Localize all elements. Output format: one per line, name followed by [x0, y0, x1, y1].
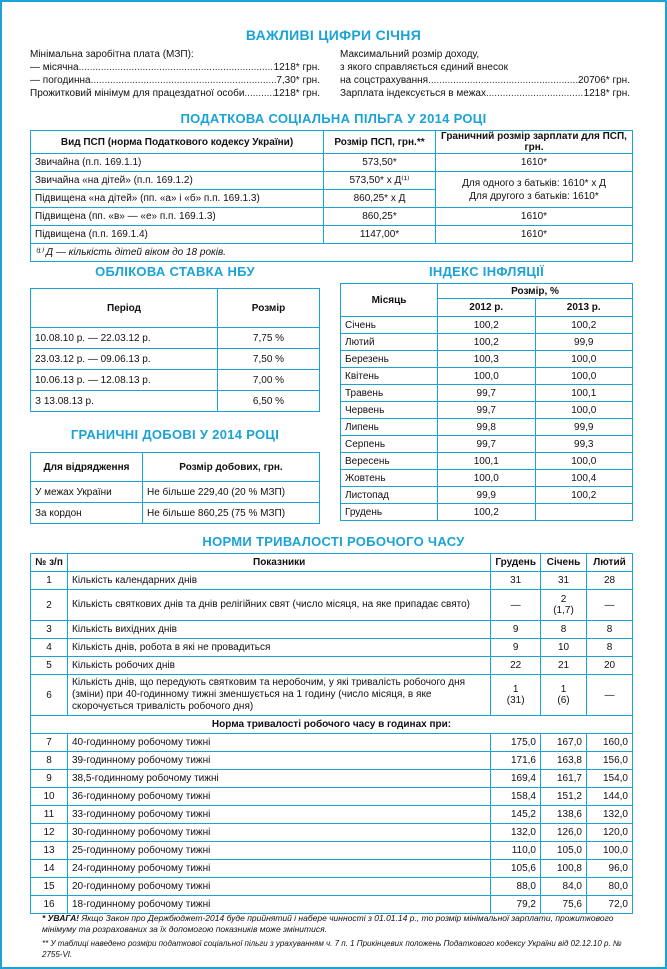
- dec-value: 79,2: [491, 896, 541, 914]
- value: 1218* грн.: [273, 88, 320, 99]
- feb-value: 120,0: [587, 824, 633, 842]
- value-2013: 100,2: [535, 487, 633, 504]
- per-diem-title: ГРАНИЧНІ ДОБОВІ У 2014 РОЦІ: [70, 427, 280, 442]
- feb-value-main: 8: [606, 624, 613, 635]
- value: 1218* грн.: [273, 62, 320, 73]
- limit-line2: Для другого з батьків: 1610*: [469, 190, 599, 202]
- indicator-label: Кількість днів, що передують святковим та неробочим, у які тривалість робочого дня (зміни) при 40-годинному тижні зменшується на 1 годину (число місяця, в яке скорочується тривалість робочого дня): [68, 675, 491, 716]
- jan-value-sub: (6): [557, 695, 570, 706]
- indicator-label: 20-годинному робочому тижні: [68, 878, 491, 896]
- relief-type: Підвищена (пп. «в» — «е» п.п. 169.1.3): [31, 208, 324, 226]
- table-row: [341, 317, 633, 334]
- dec-value: 171,6: [491, 752, 541, 770]
- row-number: 8: [31, 752, 68, 770]
- dec-value: [491, 572, 541, 590]
- work-hours-table: [30, 553, 633, 914]
- jan-value: [541, 590, 587, 621]
- jan-value: [541, 572, 587, 590]
- dec-value-main: 22: [510, 660, 522, 671]
- row-number: 10: [31, 788, 68, 806]
- indicator-label: 40-годинному робочому тижні: [68, 734, 491, 752]
- indicator-label: 39-годинному робочому тижні: [68, 752, 491, 770]
- dec-value-main: 9: [512, 642, 519, 653]
- indicator-label: Кількість святкових днів та днів релігійних свят (число місяця, на яке припадає свято): [68, 590, 491, 621]
- jan-value-main: 2: [560, 594, 567, 605]
- key-figures-right: [340, 48, 630, 100]
- feb-value: [587, 590, 633, 621]
- dec-value: 175,0: [491, 734, 541, 752]
- where: У межах України: [31, 482, 143, 503]
- label: — погодинна: [30, 75, 91, 86]
- table-row: [341, 436, 633, 453]
- value-2012: 99,8: [438, 419, 536, 436]
- relief-limit-merged: [436, 172, 633, 208]
- jan-value: 151,2: [541, 788, 587, 806]
- value: 7,30* грн.: [276, 75, 320, 86]
- dec-value: 132,0: [491, 824, 541, 842]
- row-number: 15: [31, 878, 68, 896]
- dec-value-sub: (31): [506, 695, 525, 706]
- table-row: [31, 244, 633, 262]
- value-2012: 99,7: [438, 385, 536, 402]
- feb-value: 156,0: [587, 752, 633, 770]
- dec-value: 158,4: [491, 788, 541, 806]
- jan-value: [541, 621, 587, 639]
- row-number: 9: [31, 770, 68, 788]
- label: Зарплата індексується в межах: [340, 88, 486, 99]
- relief-amount: 573,50* х Д⁽¹⁾: [324, 172, 436, 190]
- rate: 7,75 %: [218, 328, 320, 349]
- value-2012: 99,7: [438, 436, 536, 453]
- value-2012: 100,2: [438, 317, 536, 334]
- footnote-2: [42, 938, 642, 960]
- feb-value-main: —: [604, 599, 615, 611]
- feb-value: 72,0: [587, 896, 633, 914]
- table-row: [31, 391, 320, 412]
- period: 10.06.13 р. — 12.08.13 р.: [31, 370, 218, 391]
- indicator-label: 18-годинному робочому тижні: [68, 896, 491, 914]
- row-number: 11: [31, 806, 68, 824]
- table-row: [341, 470, 633, 487]
- indicator-label: Кількість вихідних днів: [68, 621, 491, 639]
- table-row: [31, 734, 633, 752]
- header-limit: Граничний розмір зарплати для ПСП, грн.: [436, 131, 633, 154]
- max-income-line1: Максимальний розмір доходу,: [340, 49, 480, 60]
- feb-value: 132,0: [587, 806, 633, 824]
- row-number: 12: [31, 824, 68, 842]
- table-row: [31, 896, 633, 914]
- table-row: [31, 842, 633, 860]
- value-2012: 100,1: [438, 453, 536, 470]
- indicator-label: 30-годинному робочому тижні: [68, 824, 491, 842]
- jan-value-sub: (1,7): [553, 605, 574, 616]
- dec-value: [491, 590, 541, 621]
- value-2013: 99,9: [535, 419, 633, 436]
- relief-type: Підвищена (п.п. 169.1.4): [31, 226, 324, 244]
- header-amount: Розмір ПСП, грн.**: [324, 131, 436, 154]
- table-row: [31, 752, 633, 770]
- tax-relief-title: ПОДАТКОВА СОЦІАЛЬНА ПІЛЬГА У 2014 РОЦІ: [180, 111, 487, 126]
- value-2012: 99,7: [438, 402, 536, 419]
- max-income-line2: з якого справляється єдиний внесок: [340, 62, 508, 73]
- tax-relief-table: [30, 130, 633, 262]
- salary-indexation: [340, 87, 630, 100]
- header-month: Місяць: [341, 284, 438, 317]
- table-row: [31, 639, 633, 657]
- table-row: [31, 657, 633, 675]
- header-num: № з/п: [31, 554, 68, 572]
- table-row: [31, 226, 633, 244]
- jan-value: [541, 675, 587, 716]
- indicator-label: Кількість днів, робота в які не провадиться: [68, 639, 491, 657]
- indicator-label: 36-годинному робочому тижні: [68, 788, 491, 806]
- min-wage-hourly: [30, 74, 320, 87]
- relief-amount: 1147,00*: [324, 226, 436, 244]
- label: — місячна: [30, 62, 79, 73]
- month: Березень: [341, 351, 438, 368]
- table-header: [31, 554, 633, 572]
- month: Грудень: [341, 504, 438, 521]
- table-row: [341, 402, 633, 419]
- dec-value-main: 1: [512, 684, 519, 695]
- table-row: [31, 824, 633, 842]
- jan-value: 105,0: [541, 842, 587, 860]
- subheader-label: Норма тривалості робочого часу в годинах при:: [31, 716, 633, 734]
- per-diem-table: [30, 452, 320, 524]
- feb-value: 154,0: [587, 770, 633, 788]
- row-number: 6: [31, 675, 68, 716]
- where: За кордон: [31, 503, 143, 524]
- dec-value: [491, 657, 541, 675]
- table-row: [31, 349, 320, 370]
- table-row: [341, 351, 633, 368]
- header-feb: Лютий: [587, 554, 633, 572]
- period: З 13.08.13 р.: [31, 391, 218, 412]
- amount: Не більше 860,25 (75 % МЗП): [143, 503, 320, 524]
- month: Лютий: [341, 334, 438, 351]
- max-income-value: [340, 74, 630, 87]
- table-row: [341, 368, 633, 385]
- table-row: [31, 482, 320, 503]
- jan-value: 75,6: [541, 896, 587, 914]
- dec-value-main: 31: [510, 575, 522, 586]
- table-header: [31, 289, 320, 328]
- header-year-2012: 2012 р.: [438, 299, 536, 317]
- feb-value: 100,0: [587, 842, 633, 860]
- table-row: [341, 385, 633, 402]
- value-2013: 99,3: [535, 436, 633, 453]
- value-2013: 99,9: [535, 334, 633, 351]
- jan-value: [541, 639, 587, 657]
- feb-value: 160,0: [587, 734, 633, 752]
- jan-value: 167,0: [541, 734, 587, 752]
- min-wage-monthly: [30, 61, 320, 74]
- table-row: [31, 788, 633, 806]
- amount: Не більше 229,40 (20 % МЗП): [143, 482, 320, 503]
- jan-value-main: 1: [560, 684, 567, 695]
- dec-value-main: 9: [512, 624, 519, 635]
- row-number: 14: [31, 860, 68, 878]
- feb-value: 80,0: [587, 878, 633, 896]
- value-2013: 100,2: [535, 317, 633, 334]
- rate: 7,00 %: [218, 370, 320, 391]
- value-2012: 100,2: [438, 334, 536, 351]
- value-2013: 100,0: [535, 351, 633, 368]
- table-row: [31, 328, 320, 349]
- table-row: [31, 621, 633, 639]
- value-2013: [535, 504, 633, 521]
- feb-value: 96,0: [587, 860, 633, 878]
- relief-limit: 1610*: [436, 226, 633, 244]
- table-row: [31, 503, 320, 524]
- jan-value: 100,8: [541, 860, 587, 878]
- table-row: [31, 172, 633, 190]
- table-row: [341, 504, 633, 521]
- dec-value: [491, 639, 541, 657]
- header-dec: Грудень: [491, 554, 541, 572]
- feb-value-main: 20: [603, 660, 616, 671]
- row-number: 7: [31, 734, 68, 752]
- table-row: [31, 370, 320, 391]
- header-indicator: Показники: [68, 554, 491, 572]
- work-hours-title: НОРМИ ТРИВАЛОСТІ РОБОЧОГО ЧАСУ: [202, 534, 465, 549]
- header-year-2013: 2013 р.: [535, 299, 633, 317]
- value-2013: 100,4: [535, 470, 633, 487]
- value-2012: 100,0: [438, 470, 536, 487]
- value-2012: 100,0: [438, 368, 536, 385]
- jan-value: 126,0: [541, 824, 587, 842]
- table-header: [341, 284, 633, 299]
- feb-value: 144,0: [587, 788, 633, 806]
- value: 1218* грн.: [583, 88, 630, 99]
- table-row: [341, 487, 633, 504]
- subsistence-minimum: [30, 87, 320, 100]
- dec-value: 145,2: [491, 806, 541, 824]
- dec-value: 169,4: [491, 770, 541, 788]
- table-row: [31, 154, 633, 172]
- header-type: Вид ПСП (норма Податкового кодексу України): [31, 131, 324, 154]
- relief-limit: 1610*: [436, 154, 633, 172]
- jan-value: 138,6: [541, 806, 587, 824]
- footnote-1-bold: * УВАГА!: [42, 913, 80, 923]
- period: 10.08.10 р. — 22.03.12 р.: [31, 328, 218, 349]
- jan-value: [541, 657, 587, 675]
- table-row: [341, 419, 633, 436]
- feb-value-main: 8: [606, 642, 613, 653]
- feb-value: [587, 639, 633, 657]
- indicator-label: Кількість робочих днів: [68, 657, 491, 675]
- footnote-1-text: Якщо Закон про Держбюджет-2014 буде прийнятий і набере чинності з 01.01.14 р., то розмір мінімальної зарплати, прожиткового мінімуму та розрахованих за їх допомогою показників може змінитися.: [42, 913, 614, 934]
- inflation-title: ІНДЕКС ІНФЛЯЦІЇ: [429, 264, 544, 279]
- value-2012: 100,3: [438, 351, 536, 368]
- table-row: [341, 453, 633, 470]
- key-figures-title: ВАЖЛИВІ ЦИФРИ СІЧНЯ: [245, 27, 422, 43]
- table-row: [341, 334, 633, 351]
- jan-value-main: 10: [557, 642, 570, 653]
- rate: 6,50 %: [218, 391, 320, 412]
- row-number: 13: [31, 842, 68, 860]
- indicator-label: 25-годинному робочому тижні: [68, 842, 491, 860]
- jan-value: 161,7: [541, 770, 587, 788]
- table-row: [31, 572, 633, 590]
- month: Липень: [341, 419, 438, 436]
- limit-line1: Для одного з батьків: 1610* х Д: [462, 177, 606, 189]
- jan-value-main: 31: [557, 575, 570, 586]
- min-wage-heading: Мінімальна заробітна плата (МЗП):: [30, 49, 194, 60]
- jan-value-main: 8: [560, 624, 567, 635]
- dec-value: 88,0: [491, 878, 541, 896]
- row-number: 4: [31, 639, 68, 657]
- table-row: [31, 675, 633, 716]
- month: Квітень: [341, 368, 438, 385]
- relief-type: Звичайна «на дітей» (п.п. 169.1.2): [31, 172, 324, 190]
- feb-value: [587, 621, 633, 639]
- relief-amount: 860,25* х Д: [324, 190, 436, 208]
- feb-value: [587, 657, 633, 675]
- header-jan: Січень: [541, 554, 587, 572]
- dec-value: [491, 675, 541, 716]
- header-rate: Розмір: [218, 289, 320, 328]
- month: Травень: [341, 385, 438, 402]
- value-2013: 100,0: [535, 453, 633, 470]
- indicator-label: 24-годинному робочому тижні: [68, 860, 491, 878]
- nbu-rate-table: [30, 288, 320, 412]
- feb-value: [587, 572, 633, 590]
- feb-value-main: —: [604, 689, 615, 701]
- footnote-1: [42, 913, 632, 935]
- relief-amount: 860,25*: [324, 208, 436, 226]
- month: Червень: [341, 402, 438, 419]
- value-2013: 100,0: [535, 402, 633, 419]
- dec-value-main: —: [510, 599, 521, 611]
- footnote-2-text: ** У таблиці наведено розміри податкової соціальної пільги з урахуванням ч. 7 п. 1 Прикінцевих положень Податкового кодексу України від 02.12.10 р. № 2755-VI.: [42, 939, 622, 959]
- dec-value: [491, 621, 541, 639]
- dec-value: 105,6: [491, 860, 541, 878]
- table-row: [31, 590, 633, 621]
- value-2013: 100,1: [535, 385, 633, 402]
- header-period: Період: [31, 289, 218, 328]
- value-2012: 99,9: [438, 487, 536, 504]
- value-2012: 100,2: [438, 504, 536, 521]
- label: на соцстрахування: [340, 75, 429, 86]
- row-number: 2: [31, 590, 68, 621]
- label: Прожитковий мінімум для працездатної особи: [30, 88, 245, 99]
- relief-footnote: ⁽¹⁾ Д — кількість дітей віком до 18 років.: [31, 244, 633, 262]
- header-size: Розмір, %: [438, 284, 633, 299]
- month: Жовтень: [341, 470, 438, 487]
- table-row: [31, 860, 633, 878]
- relief-limit: 1610*: [436, 208, 633, 226]
- feb-value: [587, 675, 633, 716]
- month: Вересень: [341, 453, 438, 470]
- month: Січень: [341, 317, 438, 334]
- period: 23.03.12 р. — 09.06.13 р.: [31, 349, 218, 370]
- table-header: [31, 453, 320, 482]
- relief-amount: 573,50*: [324, 154, 436, 172]
- nbu-rate-title: ОБЛІКОВА СТАВКА НБУ: [95, 264, 255, 279]
- jan-value-main: 21: [557, 660, 570, 671]
- month: Серпень: [341, 436, 438, 453]
- feb-value-main: 28: [603, 575, 616, 586]
- header-where: Для відрядження: [31, 453, 143, 482]
- jan-value: 163,8: [541, 752, 587, 770]
- table-header: [31, 131, 633, 154]
- row-number: 1: [31, 572, 68, 590]
- table-row: [31, 806, 633, 824]
- indicator-label: 38,5-годинному робочому тижні: [68, 770, 491, 788]
- table-subheader: [31, 716, 633, 734]
- indicator-label: Кількість календарних днів: [68, 572, 491, 590]
- row-number: 5: [31, 657, 68, 675]
- table-row: [31, 770, 633, 788]
- value-2013: 100,0: [535, 368, 633, 385]
- month: Листопад: [341, 487, 438, 504]
- relief-type: Підвищена «на дітей» (пп. «а» і «б» п.п. 169.1.3): [31, 190, 324, 208]
- table-row: [31, 878, 633, 896]
- dec-value: 110,0: [491, 842, 541, 860]
- key-figures-left: [30, 48, 320, 100]
- row-number: 16: [31, 896, 68, 914]
- header-amount: Розмір добових, грн.: [143, 453, 320, 482]
- value: 20706* грн.: [578, 75, 630, 86]
- jan-value: 84,0: [541, 878, 587, 896]
- rate: 7,50 %: [218, 349, 320, 370]
- table-row: [31, 208, 633, 226]
- inflation-table: [340, 283, 633, 521]
- relief-type: Звичайна (п.п. 169.1.1): [31, 154, 324, 172]
- indicator-label: 33-годинному робочому тижні: [68, 806, 491, 824]
- row-number: 3: [31, 621, 68, 639]
